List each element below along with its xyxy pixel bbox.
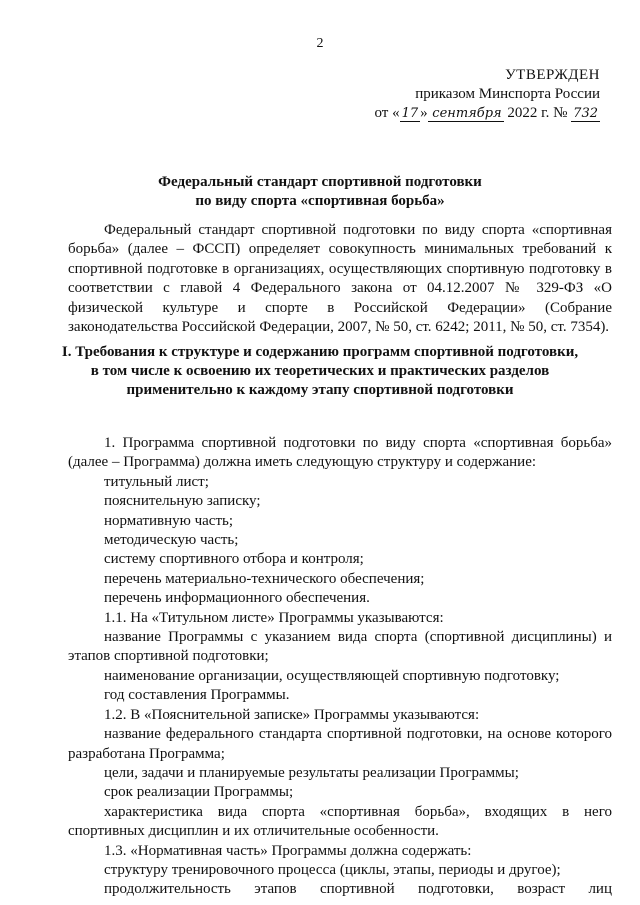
word: спортивной	[319, 881, 395, 898]
handwritten-day: 17	[401, 106, 419, 121]
section-heading-line-2: в том числе к освоению их теоретических и практических разделов	[90, 363, 550, 379]
paragraph-1-1: 1.1. На «Титульном листе» Программы указываются:	[104, 609, 444, 626]
section-heading	[0, 343, 640, 400]
intro-section	[68, 221, 612, 337]
section-heading-line-3: применительно к каждому этапу спортивной подготовки	[126, 382, 514, 398]
last-line	[68, 880, 612, 899]
title-line-2: по виду спорта «спортивная борьба»	[195, 193, 445, 209]
word: возраст	[517, 881, 566, 898]
approval-block	[374, 66, 600, 123]
list-item: цели, задачи и планируемые результаты реализации Программы;	[104, 764, 519, 781]
list-item: методическую часть;	[104, 532, 239, 549]
approval-date-line	[374, 104, 600, 123]
body-section	[68, 434, 612, 900]
paragraph-1-2: 1.2. В «Пояснительной записке» Программы указываются:	[104, 706, 480, 723]
quote-close: »	[420, 105, 428, 121]
word: продолжительность	[104, 881, 231, 898]
page-number: 2	[316, 36, 324, 51]
word: подготовки,	[418, 881, 494, 898]
list-item: перечень информационного обеспечения.	[104, 590, 370, 607]
approval-title: УТВЕРЖДЕН	[505, 67, 600, 83]
paragraph-1-3: 1.3. «Нормативная часть» Программы должна содержать:	[104, 842, 472, 859]
list-item: нормативную часть;	[104, 512, 234, 529]
title-line-1: Федеральный стандарт спортивной подготовки	[158, 174, 482, 190]
word: лиц	[588, 881, 612, 898]
handwritten-month: сентября	[428, 107, 504, 122]
list-item: характеристика вида спорта «спортивная борьба», входящих в него спортивных дисциплин и их отличительные особенности.	[68, 803, 612, 840]
list-item: год составления Программы.	[104, 687, 290, 704]
list-item: срок реализации Программы;	[104, 784, 294, 801]
list-item: наименование организации, осуществляющей спортивную подготовку;	[104, 667, 560, 684]
paragraph-1: 1. Программа спортивной подготовки по виду спорта «спортивная борьба» (далее – Программа) должна иметь следующую структуру и содержание:	[68, 435, 612, 471]
list-item: титульный лист;	[104, 473, 209, 490]
year-label: 2022 г. №	[507, 105, 568, 121]
list-item: пояснительную записку;	[104, 493, 261, 510]
list-item: систему спортивного отбора и контроля;	[104, 551, 364, 568]
list-item: перечень материально-технического обеспечения;	[104, 570, 425, 587]
document-title	[0, 173, 640, 211]
list-item: структуру тренировочного процесса (циклы, этапы, периоды и другое);	[104, 861, 561, 878]
word: этапов	[254, 881, 297, 898]
approval-order: приказом Минспорта России	[415, 86, 600, 102]
list-item: название Программы с указанием вида спорта (спортивной дисциплины) и этапов спортивной подготовки;	[68, 629, 612, 665]
list-item: название федерального стандарта спортивной подготовки, на основе которого разработана Программа;	[68, 726, 612, 762]
handwritten-number: 732	[573, 106, 598, 121]
intro-paragraph: Федеральный стандарт спортивной подготовки по виду спорта «спортивная борьба» (далее – ФССП) определяет совокупность минимальных требований к спортивной подготовке в организациях, осуществляющих спортивную подготовку в соответствии с главой 4 Федерального закона от 04.12.2007 № 329-ФЗ «О физической культуре и спорте в Российской Федерации» (Собрание законодательства Российской Федерации, 2007, № 50, ст. 6242; 2011, № 50, ст. 7354).	[68, 222, 612, 336]
date-prefix: от «	[374, 105, 400, 121]
section-heading-line-1: I. Требования к структуре и содержанию программ спортивной подготовки,	[61, 344, 579, 360]
